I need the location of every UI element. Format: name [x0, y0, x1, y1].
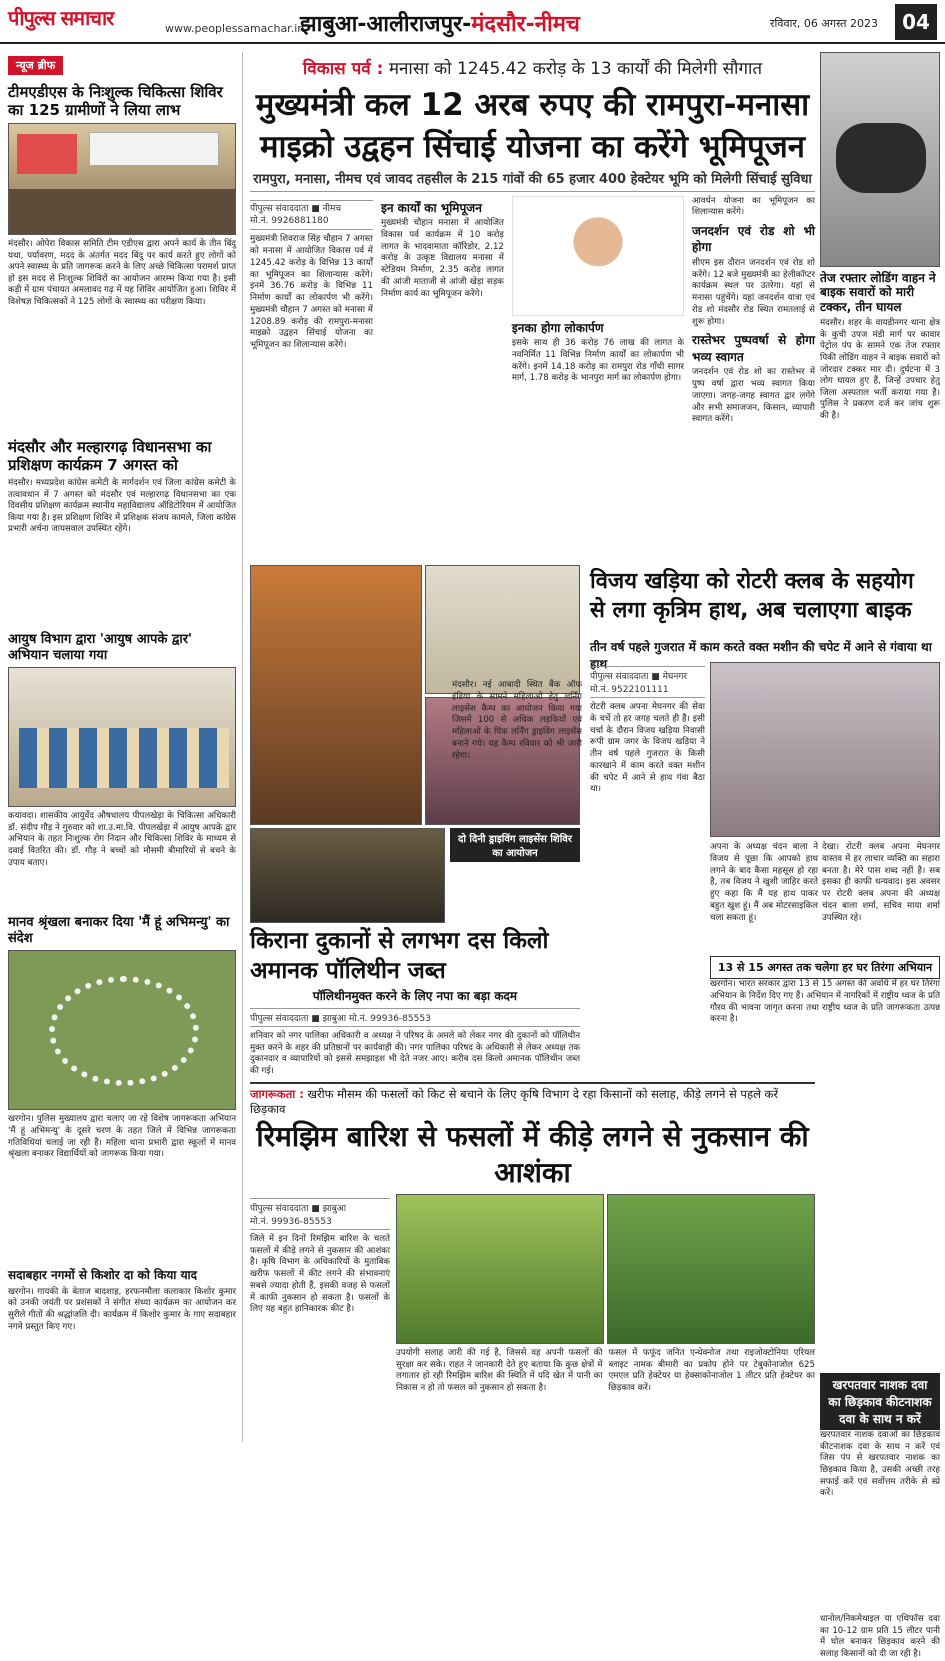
brief-text: मंदसौर। ओपेरा विकास समिति टीम एडीएस द्वारा अपने कार्य के तीन बिंदु यथा, पर्यावरण, मदद के अंतर्गत मदद बिंदु पर कार्य करते हुए लोगों को अपने स्वास्थ्य के प्रति जागरूक करने के लिए अच्छे चिकित्सा परामर्श प्राप्त हो इस मदद से निःशुल्क शिविरों का आयोजन आरम्भ किया गया है। इसी कड़ी में ग्राम पंचायत अमलावद गढ़ में यह शिविर आयोजित हुआ। शिविर में विशेषज्ञ चिकित्सकों ने 125 लोगों के स्वास्थ्य का परीक्षण किया।	[8, 239, 236, 307]
photo-caption: आवर्धन योजना का भूमिपूजन का शिलान्यास करेंगे।	[692, 195, 815, 218]
polythene-deck: पॉलिथीनमुक्त करने के लिए नपा का बड़ा कदम	[312, 988, 518, 1003]
lead-deck: रामपुरा, मनासा, नीमच एवं जावद तहसील के 215 गांवों की 65 हजार 400 हेक्टेयर भूमि को मिलेगी सिंचाई सुविधा	[250, 169, 815, 192]
brief-text: मंदसौर। मध्यप्रदेश कांग्रेस कमेटी के मार्गदर्शन एवं जिला कांग्रेस कमेटी के तत्वावधान में 7 अगस्त को मंदसौर एवं मल्हारगढ़ विधानसभा का एक दिवसीय प्रशिक्षण कार्यक्रम स्थानीय महाविद्यालय ऑडिटोरियम में आयोजित किया गया है। इस प्रशिक्षण शिविर में प्रशिक्षक संजय कामले, जिला कांग्रेस प्रभारी अर्चना जायसवाल उपस्थित रहेंगे।	[8, 478, 236, 535]
lead-col-photo: इनका होगा लोकार्पण इसके साथ ही 36 करोड़ 76 लाख की लागत के नवनिर्मित 11 विभिन्न निर्माण कार्यों का लोकार्पण भी करेंगे। इनमें 14.18 करोड़ का रामपुरा रोड गाँधी सागर मार्ग, 1.78 करोड़ के भानपुरा मार्ग का लोकार्पण होगा।	[512, 196, 684, 518]
tiranga-box	[710, 956, 940, 1069]
cm-portrait-photo	[512, 196, 684, 316]
pests-text-3: फसल में फफूंद जनित एन्थेक्नोज तथा राइजोक्टोनिया एरियल ब्लाइट नामक बीमारी का प्रकोप होने पर टेबुकोनाजोल 625 एमएल प्रति हेक्टेयर या हेक्साकोनाजोल 1 लीटर प्रति हेक्टेयर का छिड़काव करें।	[608, 1347, 815, 1394]
masthead	[0, 0, 945, 44]
rotary-headline: विजय खड़िया को रोटरी क्लब के सहयोग से लगा कृत्रिम हाथ, अब चलाएगा बाइक	[590, 569, 914, 623]
camp-photo	[8, 123, 236, 235]
rotary-text-3: देखा। रोटरी क्लब अपना मेघनगर वास्तव में हर लाचार व्यक्ति का सहारा बनता है। मेरे पास शब्द नहीं है। सब इसका ही काफी धन्यवाद। इस अवसर पर रोटरी क्लब अपना की अध्यक्ष चंदन बाला शर्मा, सचिव माया शर्मा उपस्थित रहे।	[822, 842, 940, 923]
tiranga-headline: 13 से 15 अगस्त तक चलेगा हर घर तिरंगा अभियान	[710, 956, 940, 979]
news-brief-column	[8, 52, 243, 1442]
rotary-text: रोटरी क्लब अपना मेघनगर की सेवा के चर्चे तो हर जगह चलते ही हैं। इसी चर्चा के दौरान विजय खड़िया निवासी रूपी ग्राम जगर के विजय खड़िया ने तीन वर्ष पहले गुजरात के किसी कारखाने में काम करते वक्त मशीन की चपेट में आने से हाथ गंवा बैठा था।	[590, 702, 705, 795]
lead-headline: मुख्यमंत्री कल 12 अरब रुपए की रामपुरा-मनासा माइक्रो उद्वहन सिंचाई योजना का करेंगे भूमिपूजन	[255, 87, 810, 165]
rotary-text-2: अपना के अध्यक्ष चंदन बाला ने विजय से पूछा कि आपको हाथ लगने के बाद कैसा महसूस हो रहा है, तब विजय ने खुशी जाहिर करते हुए कहा कि मैं यह हाथ पाकर बहुत खुश हूं। मैं अब मोटरसाइकिल चला सकता हूं।	[710, 842, 818, 923]
story-pests	[250, 1082, 815, 1482]
byline: पीपुल्स संवाददाता ■ मेघनगर मो.नं. 9522101111	[590, 666, 705, 698]
pests-text: जिले में इन दिनों रिमझिम बारिश के चलते फसलों में कीड़े लगने से नुकसान की आशंका है। कृषि विभाग के अधिकारियों के मुताबिक खरीफ फसलों में कीट लगने की संभावनाएं सबसे ज्यादा होती हैं, इसकी वजह से फसलों में काफी नुकसान हो सकता है। फसलों के लिए यह बहुत हानिकारक कीट है।	[250, 1233, 390, 1315]
advisory-text: खरपतवार नाशक दवाओं का छिड़काव कीटनाशक दवा के साथ न करें एवं जिस पंप से खरपतवार नाशक का छिड़काव किया है, उसकी अच्छी तरह सफाई करें एवं सर्वोत्तम तरीके से स्प्रे करें।	[820, 1430, 940, 1499]
news-brief-label: न्यूज ब्रीफ	[8, 56, 63, 75]
brief-text: कयावदा। शासकीय आयुर्वेद औषधालय पीपलखेड़ा के चिकित्सा अधिकारी डॉ. संदीप गौड़ ने गुरुवार को शा.उ.मा.वि. पीपलखेड़ा में आयुष आपके द्वार अभियान के तहत निःशुल्क रोग निदान और चिकित्सा शिविर के माध्यम से दवाई वितरित की। डॉ. गौड़ ने बच्चों को मौसमी बीमारियों से बचने के उपाय बताए।	[8, 811, 236, 868]
dateline: रविवार, 06 अगस्त 2023	[770, 17, 879, 30]
brief-text: खरगोन। पुलिस मुख्यालय द्वारा चलाए जा रहे विशेष जागरूकता अभियान 'मैं हूं अभिमन्यु' के दूसरे चरण के तहत जिले में विभिन्न जागरूकता गतिविधियां चलाई जा रही हैं। महिला थाना प्रभारी द्वारा स्कूलों में मानव श्रृंखला बनाकर विद्यार्थियों को जागरूक किया गया।	[8, 1114, 236, 1160]
rotary-col-1	[590, 662, 705, 1072]
subheading: रास्तेभर पुष्पवर्षा से होगा भव्य स्वागत	[692, 333, 815, 364]
pests-headline: रिमझिम बारिश से फसलों में कीड़े लगने से नुकसान की आशंका	[256, 1120, 809, 1190]
byline: पीपुल्स संवाददाता ■ झाबुआ मो.नं. 99936-85553	[250, 1198, 390, 1230]
tiranga-text: खरगोन। भारत सरकार द्वारा 13 से 15 अगस्त की अवधि में हर घर तिरंगा अभियान के निर्देश दिए गए हैं। अभियान में नागरिकों में राष्ट्रीय ध्वज के प्रति गौरव की भावना जागृत करना तथा राष्ट्रीय ध्वज के प्रति जागरूकता उत्पन्न करना है।	[710, 979, 940, 1025]
website-url[interactable]: www.peoplessamachar.in	[165, 22, 305, 35]
lead-col-1: पीपुल्स संवाददाता ■ नीमच मो.नं. 9926881180 मुख्यमंत्री शिवराज सिंह चौहान 7 अगस्त को मनासा में आयोजित विकास पर्व में 1245.42 करोड़ के विभिन्न 13 कार्यों का भूमिपूजन का शिलान्यास करेंगे। इनमें 36.76 करोड़ के विभिन्न 11 निर्माण कार्यों का लोकार्पण भी करेंगे। मुख्यमंत्री चौहान 7 अगस्त को मनासा में 1208.89 करोड़ की रामपुरा-मनासा माइक्रो उद्वहन सिंचाई योजना का भूमिपूजन का शिलान्यास करेंगे।	[250, 196, 373, 518]
card-photo	[425, 565, 580, 694]
brief-headline: मंदसौर और मल्हारगढ़ विधानसभा का प्रशिक्षण कार्यक्रम 7 अगस्त को	[8, 438, 212, 474]
section-title: झाबुआ-आलीराजपुर-मंदसौर-नीमच	[300, 12, 580, 37]
rotary-group-photo	[710, 662, 940, 837]
shop-photo-left	[250, 565, 422, 825]
brief-headline: सदाबहार नगमों से किशोर दा को किया याद	[8, 1268, 198, 1283]
advisory-footer: धानोल/निकमेथाइल या एथिफॉस दवा का 10-12 ग्राम प्रति 15 लीटर पानी में घोल बनाकर छिड़काव करने की सलाह किसानों को दी जा रही है।	[820, 1614, 940, 1659]
photo-headline: तेज रफ्तार लोडिंग वाहन ने बाइक सवारों को मारी टक्कर, तीन घायल	[820, 271, 936, 314]
rotary-deck: तीन वर्ष पहले गुजरात में काम करते वक्त मशीन की चपेट में आने से गंवाया था हाथ	[590, 640, 932, 671]
subheading: जनदर्शन एवं रोड शो भी होगा	[692, 223, 815, 255]
human-chain-photo	[8, 950, 236, 1110]
subheading: इन कार्यों का भूमिपूजन	[380, 200, 482, 215]
classroom-photo	[8, 667, 236, 807]
shop-photo-bottom	[250, 828, 445, 923]
polythene-text: शनिवार को नगर पालिका अधिकारी व अध्यक्ष ने परिषद के अमले को लेकर नगर की दुकानों को पॉलिथीन मुक्त करने के शहर की प्रतिष्ठानों पर कार्यवाही की। नगर पालिका परिषद के अधिकारी से लेकर अध्यक्ष तक दुकानदार व व्यापारियों को इससे समझाइश भी देते नजर आए। करीब दस किलो अमानक पॉलिथीन जब्त की गई।	[250, 1030, 580, 1077]
pests-text-2: उपयोगी सलाह जारी की गई है, जिससे वह अपनी फसलों की सुरक्षा कर सके। राहत ने जानकारी देते हुए बताया कि कुछ क्षेत्रों में लगातार हो रही रिमझिम बारिश की स्थिति में यदि खेत में पानी का निकास न हो तो फसल को नुकसान हो सकता है।	[396, 1347, 603, 1394]
newspaper-logo: पीपुल्स समाचार	[8, 6, 114, 30]
lead-kicker: विकास पर्व : मनासा को 1245.42 करोड़ के 13 कार्यों की मिलेगी सौगात	[302, 59, 763, 79]
accident-photo	[820, 52, 940, 267]
brief-headline: आयुष विभाग द्वारा 'आयुष आपके द्वार' अभियान चलाया गया	[8, 632, 193, 663]
lead-col-4: आवर्धन योजना का भूमिपूजन का शिलान्यास करेंगे। जनदर्शन एवं रोड शो भी होगा सीएम इस दौरान जनदर्शन एवं रोड शो करेंगे। 12 बजे मुख्यमंत्री का हेलीकॉप्टर कार्यक्रम स्थल पर उतरेगा। यहां से मनासा पहुंचेंगे। यहां जनदर्शन यात्रा एवं रोड शो मंदसौर रोड स्थित रामतलाई से शुरू होगा। रास्तेभर पुष्पवर्षा से होगा भव्य स्वागत जनदर्शन एवं रोड शो का रास्तेभर में पुष्प वर्षा द्वारा भव्य स्वागत किया जाएगा। जगह-जगह स्वागत द्वार लगेंगे और सभी समाजजन, किसान, व्यापारी स्वागत करेंगे।	[692, 195, 815, 425]
byline: पीपुल्स संवाददाता ■ झाबुआ मो.नं. 99936-85553	[250, 1008, 580, 1027]
page-number: 04	[895, 4, 937, 40]
brief-text: खरगोन। गायकी के बेताज बादशाह, हरफनमौला कलाकार किशोर कुमार को उनकी जयंती पर प्रशंसकों ने संगीत संध्या कार्यक्रम का आयोजन कर सुरीले गीतों की श्रद्धांजलि दी। कार्यक्रम में किशोर कुमार के गाए सदाबहार नगमे प्रस्तुत किए गए।	[8, 1286, 236, 1332]
grasshopper-photo	[396, 1194, 604, 1344]
pests-kicker: जागरूकता : खरीफ मौसम की फसलों को किट से बचाने के लिए कृषि विभाग दे रहा किसानों को सलाह, कीड़े लगने से पहले करें छिड़काव	[250, 1082, 815, 1117]
byline: पीपुल्स संवाददाता ■ नीमच मो.नं. 9926881180	[250, 200, 373, 231]
polythene-headline: किराना दुकानों से लगभग दस किलो अमानक पॉलिथीन जब्त	[250, 928, 549, 984]
lead-col-2: इन कार्यों का भूमिपूजन मुख्यमंत्री चौहान मनासा में आयोजित विकास पर्व कार्यक्रम में 10 करोड़ लागत के भादवामाता कॉरिडोर, 2.12 करोड़ के उत्कृष्ट विद्यालय मनासा में स्टेडियम निर्माण, 2.35 करोड़ लागत की आंजी माताजी से आंजी खेड़ा सड़क निर्माण कार्य का भूमिपूजन करेंगे।	[380, 200, 504, 299]
brief-headline: टीमएडीएस के निःशुल्क चिकित्सा शिविर का 125 ग्रामीणों ने लिया लाभ	[8, 83, 223, 119]
pests-col-1	[250, 1194, 390, 1482]
field-spray-photo	[607, 1194, 815, 1344]
brief-headline: मानव श्रृंखला बनाकर दिया 'मैं हूं अभिमन्यु' का संदेश	[8, 915, 230, 946]
lead-story	[250, 52, 815, 518]
subheading: इनका होगा लोकार्पण	[511, 320, 604, 335]
advisory-headline: खरपतवार नाशक दवा का छिड़काव कीटनाशक दवा के साथ न करें	[820, 1373, 940, 1430]
accident-text: मंदसौर। शहर के वायडीनगर थाना क्षेत्र के कुची उपज मंडी मार्ग पर कावार पेट्रोल पंप के सामने एक तेज रफ्तार पिकी लोडिंग वाहन ने बाइक सवारों को जोरदार टक्कर मार दी। दुर्घटना में 3 लोग घायल हुए हैं, जिन्हें उपचार हेतु जिला अस्पताल भर्ती कराया गया है। पुलिस ने प्रकरण दर्ज कर जांच शुरू की है।	[820, 318, 940, 421]
license-camp-badge: दो दिनी ड्राइविंग लाइसेंस शिविर का आयोजन	[450, 828, 580, 862]
license-camp-text: मंदसौर। नई आबादी स्थित बैंक ऑफ इंडिया के सामने महिलाओं हेतु लर्निंग लाइसेंस कैम्प का आयोजन किया गया जिसमें 100 से अधिक लड़कियों एवं महिलाओं के पिंक लर्निंग ड्राइविंग लाइसेंस बनाने गये। यह कैम्प रविवार को भी जारी रहेगा।	[452, 680, 582, 761]
advisory-box	[820, 1373, 940, 1660]
